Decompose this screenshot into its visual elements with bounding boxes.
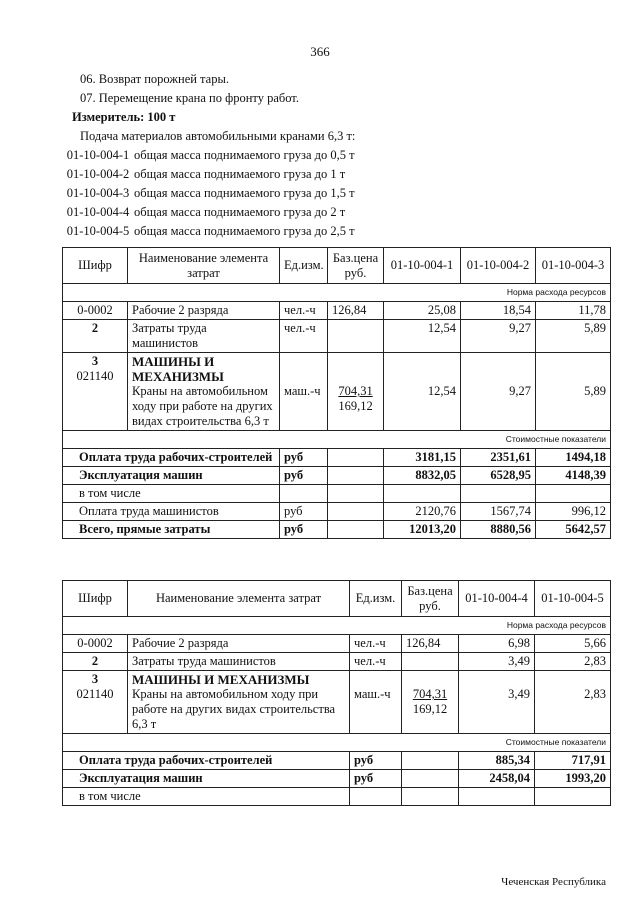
machine-code: 021140 (76, 369, 114, 383)
cell-value: 3,49 (459, 671, 535, 734)
cost-value: 5642,57 (536, 521, 611, 539)
cell-code: 2 (63, 320, 128, 353)
code: 01-10-004-3 (66, 186, 130, 200)
cost-name: Оплата труда машинистов (63, 503, 280, 521)
cost-value (459, 788, 535, 806)
cost-unit: руб (280, 521, 328, 539)
resource-table-2 (62, 580, 611, 806)
cost-row (63, 521, 611, 539)
cell-price (402, 671, 459, 734)
code-desc: общая масса поднимаемого груза до 0,5 т (134, 148, 355, 162)
cell-value: 9,27 (461, 353, 536, 431)
machine-code: 021140 (76, 687, 114, 701)
cost-value: 1567,74 (461, 503, 536, 521)
cell-value: 2,83 (535, 671, 611, 734)
col-header-price: Баз.цена руб. (328, 248, 384, 284)
cell-unit: чел.-ч (350, 653, 402, 671)
norm-label: Норма расхода ресурсов (63, 617, 611, 635)
cost-unit: руб (350, 752, 402, 770)
cell-price: 126,84 (402, 635, 459, 653)
code-desc: общая масса поднимаемого груза до 1 т (134, 167, 346, 181)
group-title: МАШИНЫ И МЕХАНИЗМЫ (132, 354, 224, 384)
col-header-norm: 01-10-004-3 (536, 248, 611, 284)
cell-name (128, 671, 350, 734)
table-row (63, 320, 611, 353)
code: 01-10-004-5 (66, 224, 130, 238)
col-header-unit: Ед.изм. (350, 581, 402, 617)
cost-label: Стоимостные показатели (63, 431, 611, 449)
cost-value: 996,12 (536, 503, 611, 521)
cost-value: 717,91 (535, 752, 611, 770)
cell-value: 9,27 (461, 320, 536, 353)
cost-value: 8832,05 (384, 467, 461, 485)
cell-code (63, 353, 128, 431)
cell-value: 3,49 (459, 653, 535, 671)
page-number: 366 (310, 44, 330, 59)
cell-unit: маш.-ч (350, 671, 402, 734)
cost-value: 6528,95 (461, 467, 536, 485)
cell-value: 2,83 (535, 653, 611, 671)
code: 01-10-004-1 (66, 148, 130, 162)
cost-value: 2351,61 (461, 449, 536, 467)
cost-value (384, 485, 461, 503)
cost-row (63, 449, 611, 467)
cost-price (328, 467, 384, 485)
cost-price (402, 752, 459, 770)
cost-value: 2458,04 (459, 770, 535, 788)
table-row (63, 302, 611, 320)
cost-value: 8880,56 (461, 521, 536, 539)
cell-code (63, 671, 128, 734)
cell-price (402, 653, 459, 671)
cost-price (328, 503, 384, 521)
cost-row (63, 467, 611, 485)
cost-unit: руб (280, 503, 328, 521)
col-header-unit: Ед.изм. (280, 248, 328, 284)
cost-row (63, 752, 611, 770)
cell-price (328, 320, 384, 353)
cost-name: в том числе (63, 485, 280, 503)
cost-value: 2120,76 (384, 503, 461, 521)
cell-price (328, 353, 384, 431)
code-desc: общая масса поднимаемого груза до 1,5 т (134, 186, 355, 200)
cost-value: 1494,18 (536, 449, 611, 467)
price-sub: 169,12 (412, 702, 448, 716)
cell-code: 0-0002 (63, 302, 128, 320)
page-footer: Чеченская Республика (501, 876, 606, 888)
cell-unit: чел.-ч (280, 320, 328, 353)
section-label-row (63, 617, 611, 635)
code: 01-10-004-2 (66, 167, 130, 181)
col-header-norm: 01-10-004-4 (459, 581, 535, 617)
code-line (62, 222, 622, 241)
table-header-row (63, 581, 611, 617)
table-header-row (63, 248, 611, 284)
cost-value: 1993,20 (535, 770, 611, 788)
code-line (62, 165, 622, 184)
cost-price (328, 485, 384, 503)
cell-value: 5,89 (536, 353, 611, 431)
cell-name (128, 353, 280, 431)
col-header-name: Наименование элемента затрат (128, 248, 280, 284)
intro-section (62, 70, 622, 241)
cost-label: Стоимостные показатели (63, 734, 611, 752)
cost-row (63, 503, 611, 521)
cost-name: Эксплуатация машин (63, 770, 350, 788)
cost-unit (280, 485, 328, 503)
table-row (63, 653, 611, 671)
cell-code: 0-0002 (63, 635, 128, 653)
group-title: МАШИНЫ И МЕХАНИЗМЫ (132, 672, 310, 687)
col-header-code: Шифр (63, 581, 128, 617)
code: 01-10-004-4 (66, 205, 130, 219)
price-main: 704,31 (338, 384, 373, 398)
cost-value: 3181,15 (384, 449, 461, 467)
cost-unit: руб (280, 467, 328, 485)
cost-value (536, 485, 611, 503)
cell-value: 18,54 (461, 302, 536, 320)
price-sub: 169,12 (338, 399, 373, 413)
table-row (63, 353, 611, 431)
cost-unit: руб (280, 449, 328, 467)
cost-price (328, 521, 384, 539)
cell-value: 5,66 (535, 635, 611, 653)
cell-name: Затраты труда машинистов (128, 653, 350, 671)
cost-name: Оплата труда рабочих-строителей (63, 449, 280, 467)
group-code: 3 (91, 354, 99, 368)
cell-unit: чел.-ч (350, 635, 402, 653)
cost-value: 885,34 (459, 752, 535, 770)
cost-row (63, 788, 611, 806)
intro-lead: Подача материалов автомобильными кранами 6,3 т: (80, 129, 356, 143)
cost-value: 4148,39 (536, 467, 611, 485)
code-desc: общая масса поднимаемого груза до 2,5 т (134, 224, 355, 238)
cell-value: 5,89 (536, 320, 611, 353)
cost-name: Оплата труда рабочих-строителей (63, 752, 350, 770)
cell-price: 126,84 (328, 302, 384, 320)
cost-value: 12013,20 (384, 521, 461, 539)
col-header-price: Баз.цена руб. (402, 581, 459, 617)
cell-code: 2 (63, 653, 128, 671)
cost-unit: руб (350, 770, 402, 788)
col-header-norm: 01-10-004-1 (384, 248, 461, 284)
cell-name: Рабочие 2 разряда (128, 302, 280, 320)
group-code: 3 (91, 672, 99, 686)
cost-row (63, 485, 611, 503)
machine-name: Краны на автомобильном ходу при работе на других видах строительства 6,3 т (132, 687, 336, 731)
section-label-row (63, 284, 611, 302)
measure-unit: Измеритель: 100 т (72, 110, 176, 124)
cost-value (535, 788, 611, 806)
cell-unit: чел.-ч (280, 302, 328, 320)
cell-value: 11,78 (536, 302, 611, 320)
table-row (63, 635, 611, 653)
cell-value: 12,54 (384, 353, 461, 431)
table-row (63, 671, 611, 734)
col-header-norm: 01-10-004-5 (535, 581, 611, 617)
cost-value (461, 485, 536, 503)
cost-name: Всего, прямые затраты (63, 521, 280, 539)
cost-price (328, 449, 384, 467)
cost-unit (350, 788, 402, 806)
resource-table-1 (62, 247, 611, 539)
price-main: 704,31 (412, 687, 448, 701)
cost-name: Эксплуатация машин (63, 467, 280, 485)
cell-value: 6,98 (459, 635, 535, 653)
col-header-norm: 01-10-004-2 (461, 248, 536, 284)
cost-name: в том числе (63, 788, 350, 806)
cell-value: 12,54 (384, 320, 461, 353)
cell-unit: маш.-ч (280, 353, 328, 431)
cost-price (402, 770, 459, 788)
cell-value: 25,08 (384, 302, 461, 320)
code-line (62, 203, 622, 222)
cost-row (63, 770, 611, 788)
intro-line-1: 06. Возврат порожней тары. (80, 72, 229, 86)
section-label-row (63, 734, 611, 752)
section-label-row (63, 431, 611, 449)
code-line (62, 146, 622, 165)
col-header-code: Шифр (63, 248, 128, 284)
cell-name: Рабочие 2 разряда (128, 635, 350, 653)
norm-label: Норма расхода ресурсов (63, 284, 611, 302)
cell-name: Затраты труда машинистов (128, 320, 280, 353)
cost-price (402, 788, 459, 806)
intro-line-2: 07. Перемещение крана по фронту работ. (80, 91, 299, 105)
code-desc: общая масса поднимаемого груза до 2 т (134, 205, 346, 219)
col-header-name: Наименование элемента затрат (128, 581, 350, 617)
code-line (62, 184, 622, 203)
machine-name: Краны на автомобильном ходу при работе на других видах строительства 6,3 т (132, 384, 273, 428)
